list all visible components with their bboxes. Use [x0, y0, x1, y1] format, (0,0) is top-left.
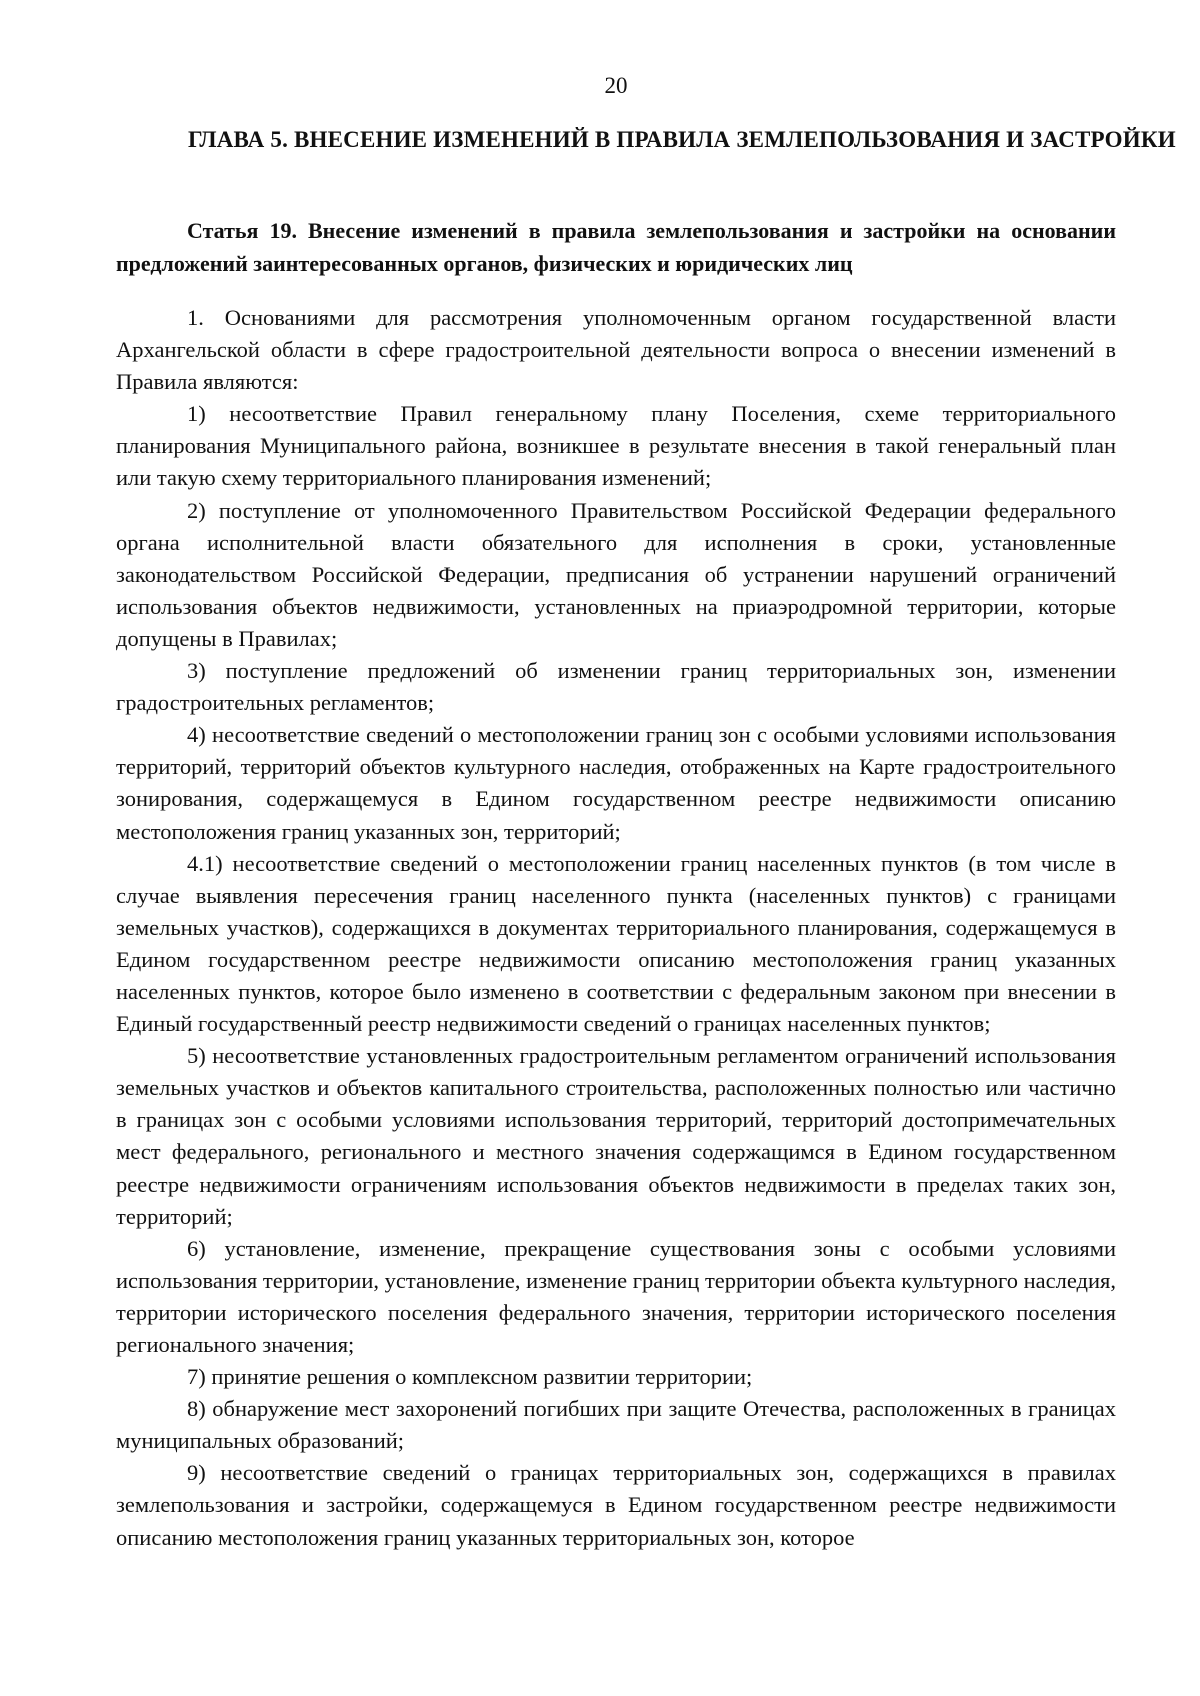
list-item: 7) принятие решения о комплексном развитии территории; — [187, 1364, 753, 1390]
page-number: 20 — [604, 73, 628, 98]
list-item: 2) поступление от уполномоченного Правительством Российской Федерации федерального органа исполнительной власти обязательного для исполнения в сроки, установленные законодательством Российской Федерации, предписания об устранении нарушений ограничений использования объектов недвижимости, установленных на приаэродромной территории, которые допущены в Правилах; — [116, 497, 1116, 651]
list-item: 8) обнаружение мест захоронений погибших при защите Отечества, расположенных в границах муниципальных образований; — [116, 1396, 1116, 1454]
article-title: Статья 19. Внесение изменений в правила землепользования и застройки на основании предложений заинтересованных органов, физических и юридических лиц — [116, 218, 1116, 276]
list-item: 6) установление, изменение, прекращение существования зоны с особыми условиями использования территории, установление, изменение границ территории объекта культурного наследия, территории исторического поселения федерального значения, территории исторического поселения регионального значения; — [116, 1235, 1116, 1357]
article-body — [116, 302, 1116, 1554]
list-item: 9) несоответствие сведений о границах территориальных зон, содержащихся в правилах землепользования и застройки, содержащемуся в Едином государственном реестре недвижимости описанию местоположения границ указанных территориальных зон, которое — [116, 1460, 1116, 1550]
list-item: 4) несоответствие сведений о местоположении границ зон с особыми условиями использования территорий, территорий объектов культурного наследия, отображенных на Карте градостроительного зонирования, содержащемуся в Едином государственном реестре недвижимости описанию местоположения границ указанных зон, территорий; — [116, 722, 1116, 844]
list-item: 1) несоответствие Правил генеральному плану Поселения, схеме территориального планирования Муниципального района, возникшее в результате внесения в такой генеральный план или такую схему территориального планирования изменений; — [116, 401, 1116, 491]
list-item: 4.1) несоответствие сведений о местоположении границ населенных пунктов (в том числе в случае выявления пересечения границ населенного пункта (населенных пунктов) с границами земельных участков), содержащихся в документах территориального планирования, содержащемуся в Едином государственном реестре недвижимости описанию местоположения границ указанных населенных пунктов, которое было изменено в соответствии с федеральным законом при внесении в Единый государственный реестр недвижимости сведений о границах населенных пунктов; — [116, 850, 1116, 1037]
list-item: 3) поступление предложений об изменении границ территориальных зон, изменении градостроительных регламентов; — [116, 658, 1116, 716]
list-item: 5) несоответствие установленных градостроительным регламентом ограничений использования земельных участков и объектов капитального строительства, расположенных полностью или частично в границах зон с особыми условиями использования территорий, территорий достопримечательных мест федерального, регионального и местного значения содержащимся в Едином государственном реестре недвижимости ограничениям использования объектов недвижимости в пределах таких зон, территорий; — [116, 1043, 1116, 1229]
chapter-title: ГЛАВА 5. ВНЕСЕНИЕ ИЗМЕНЕНИЙ В ПРАВИЛА ЗЕМЛЕПОЛЬЗОВАНИЯ И ЗАСТРОЙКИ — [188, 127, 1176, 152]
paragraph: 1. Основаниями для рассмотрения уполномоченным органом государственной власти Архангельской области в сфере градостроительной деятельности вопроса о внесении изменений в Правила являются: — [116, 305, 1116, 395]
